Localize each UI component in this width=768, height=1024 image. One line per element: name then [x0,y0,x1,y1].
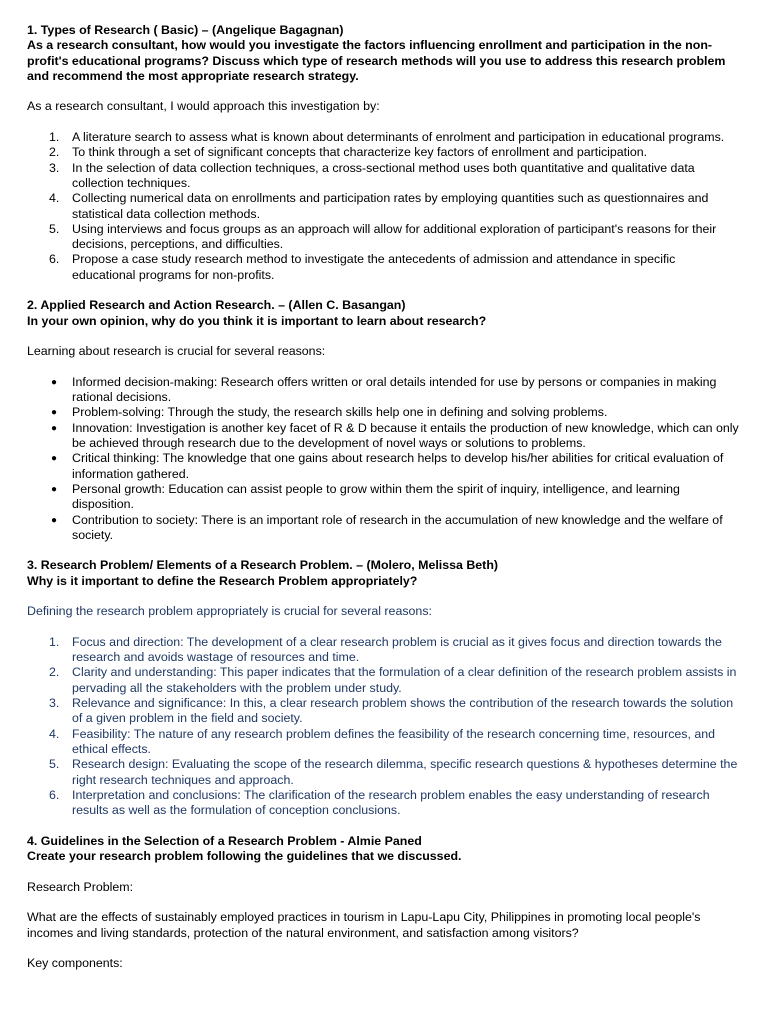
list-item: 1. Focus and direction: The development of a clear research problem is crucial as it gives focus and direction towards the research and avoids wastage of resources and time. [49,634,722,665]
list-item: ● Contribution to society: There is an important role of research in the accumulation of new knowledge and the welfare of society. [51,512,723,542]
bullet-icon: ● [51,514,58,526]
list-item: 6. Interpretation and conclusions: The clarification of the research problem enables the easy understanding of research results as well as the formulation of conception conclusions. [49,787,710,818]
list-item: 1. A literature search to assess what is known about determinants of enrolment and participation in educational programs. [49,130,725,145]
section3-question: Why is it important to define the Research Problem appropriately? [27,573,418,588]
section1-list [27,130,742,283]
section3-intro: Defining the research problem appropriately is crucial for several reasons: [27,604,432,619]
list-item: 4. Feasibility: The nature of any research problem defines the feasibility of the research concerning time, resources, and ethical effects. [49,726,716,756]
list-item: 5. Using interviews and focus groups as an approach will allow for additional exploration of participant's reasons for their decisions, perceptions, and difficulties. [49,221,717,252]
list-item: ● Problem-solving: Through the study, the research skills help one in defining and solving problems. [51,405,608,420]
list-item: ● Personal growth: Education can assist people to grow within them the spirit of inquiry, intelligence, and learning disposition. [51,481,680,512]
bullet-icon: ● [51,483,58,495]
list-item: 3. Relevance and significance: In this, a clear research problem shows the contribution of the research towards the solution of a given problem in the field and society. [49,696,734,726]
bullet-icon: ● [51,376,58,388]
section4-label: Research Problem: [27,879,134,894]
bullet-icon: ● [51,422,58,434]
list-item: 3. In the selection of data collection techniques, a cross-sectional method uses both quantitative and qualitative data collection techniques. [49,160,695,190]
list-item: ● Informed decision-making: Research offers written or oral details intended for use by persons or companies in making rational decisions. [51,374,717,405]
section4-title: 4. Guidelines in the Selection of a Research Problem - Almie Paned [27,833,422,848]
section3-list [27,635,742,819]
list-item: 4. Collecting numerical data on enrollments and participation rates by employing quantities such as questionnaires and statistical data collection methods. [49,191,709,221]
section2-intro: Learning about research is crucial for several reasons: [27,344,326,359]
section1-intro: As a research consultant, I would approach this investigation by: [27,99,380,114]
list-item: 5. Research design: Evaluating the scope of the research dilemma, specific research questions & hypotheses determine the right research techniques and approach. [49,757,738,787]
section2-question: In your own opinion, why do you think it is important to learn about research? [27,313,487,328]
section1-title: 1. Types of Research ( Basic) – (Angelique Bagagnan) [27,23,344,37]
list-item: 2. Clarity and understanding: This paper indicates that the formulation of a clear definition of the research problem assists in pervading all the stakeholders with the problem under study. [49,665,737,695]
list-item: 6. Propose a case study research method to investigate the antecedents of admission and attendance in specific educational programs for non-profits. [49,252,676,282]
list-item: ● Critical thinking: The knowledge that one gains about research helps to develop his/her abilities for critical evaluation of information gathered. [51,451,724,481]
list-item: ● Innovation: Investigation is another key facet of R & D because it entails the production of new knowledge, which can only be achieved through research due to the development of novel ways or solutions to problems. [51,420,739,451]
section1-question: As a research consultant, how would you investigate the factors influencing enrollment and participation in the non-profit's educational programs? Discuss which type of research methods will you use to address this research problem and recommend the most appropriate research strategy. [27,38,726,83]
bullet-icon: ● [51,453,58,465]
bullet-icon: ● [51,407,58,419]
list-item: 2. To think through a set of significant concepts that characterize key factors of enrollment and participation. [49,145,648,160]
section2-title: 2. Applied Research and Action Research. – (Allen C. Basangan) [27,298,406,313]
section2-list [27,375,742,543]
section4-question: Create your research problem following the guidelines that we discussed. [27,849,462,864]
document-content [27,23,742,971]
section4-problem: What are the effects of sustainably employed practices in tourism in Lapu-Lapu City, Philippines in promoting local people's incomes and living standards, protection of the natural environment, and satisfaction among visitors? [27,910,701,940]
section4-key-label: Key components: [27,956,123,971]
section3-title: 3. Research Problem/ Elements of a Research Problem. – (Molero, Melissa Beth) [27,558,499,573]
